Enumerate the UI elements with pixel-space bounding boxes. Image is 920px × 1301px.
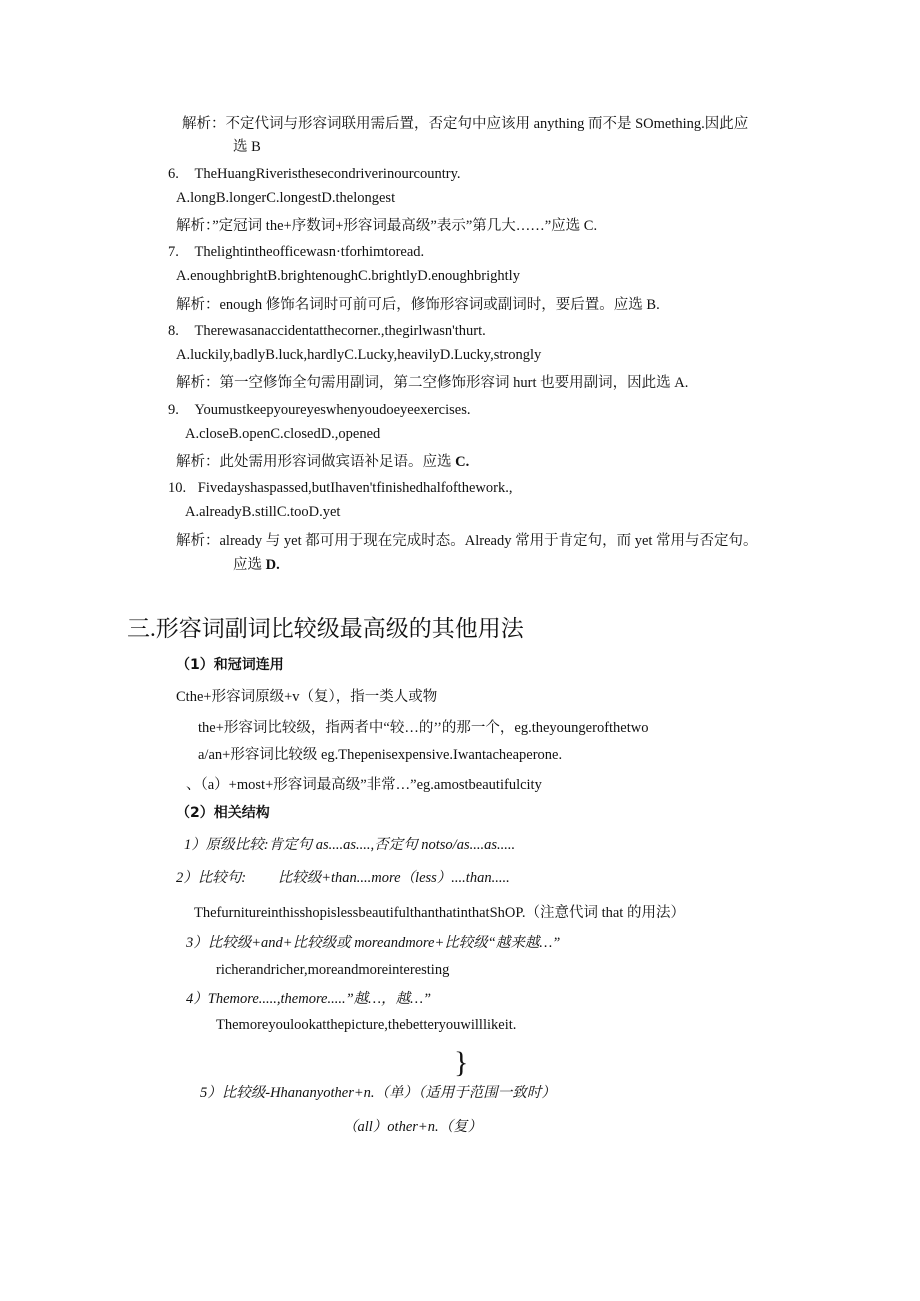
structure-1: 1）原级比较:肯定句 as....as....,否定句 notso/as....as..... (184, 837, 516, 853)
question-10 (168, 478, 512, 498)
options-7: A.enoughbrightB.brightenoughC.brightlyD.enoughbrightly (176, 268, 520, 284)
brace-symbol: } (454, 1046, 469, 1079)
rule-line: 、（a）+most+形容词最高级”非常…”eg.amostbeautifulcity (186, 777, 542, 793)
example-sentence: Themoreyoulookatthepicture,thebetteryouwilllikeit. (216, 1017, 517, 1033)
explanation-10-cont (233, 555, 280, 575)
question-text: Youmustkeepyoureyeswhenyoudoeyeexercises. (194, 402, 471, 418)
answer-letter: C. (455, 454, 470, 470)
explanation-6: 解析：”定冠词 the+序数词+形容词最高级”表示”第几大……”应选 C. (176, 218, 598, 234)
rule-line: the+形容词比较级，指两者中“较…的’’的那一个，eg.theyoungerofthetwo (198, 720, 649, 736)
explanation-text: 解析：不定代词与形容词联用需后置，否定句中应该用 anything 而不是 SOmething.因此应 (182, 116, 749, 132)
structure-2 (176, 868, 510, 888)
options-10: A.alreadyB.stillC.tooD.yet (185, 504, 341, 520)
explanation-text: 选 B (233, 139, 261, 155)
question-7 (168, 242, 424, 262)
explanation-9 (176, 452, 469, 472)
example-sentence: richerandricher,moreandmoreinteresting (216, 962, 450, 978)
question-number: 9. (168, 402, 179, 418)
question-number: 10. (168, 480, 187, 496)
question-6 (168, 164, 461, 184)
explanation-7: 解析：enough 修饰名词时可前可后，修饰形容词或副词时，要后置。应选 B. (176, 297, 660, 313)
explanation-8: 解析：第一空修饰全句需用副词，第二空修饰形容词 hurt 也要用副词，因此选 A. (176, 375, 689, 391)
structure-text: 比较级+than....more（less）....than..... (277, 870, 510, 886)
section-title: 三.形容词副词比较级最高级的其他用法 (127, 616, 524, 641)
structure-label: 2）比较句: (176, 870, 247, 886)
question-number: 6. (168, 166, 179, 182)
question-number: 8. (168, 323, 179, 339)
question-text: Therewasanaccidentatthecorner.,thegirlwasn'thurt. (194, 323, 486, 339)
subsection-title: （2）相关结构 (176, 805, 270, 821)
explanation-10: 解析：already 与 yet 都可用于现在完成时态。Already 常用于肯定句，而 yet 常用与否定句。 (176, 533, 758, 549)
structure-5: 5）比较级-Hhananyother+n.（单）（适用于范围一致时） (200, 1085, 556, 1101)
options-8: A.luckily,badlyB.luck,hardlyC.Lucky,heavilyD.Lucky,strongly (176, 347, 542, 363)
question-text: Fivedayshaspassed,butIhaven'tfinishedhalfofthework., (197, 480, 513, 496)
example-sentence: ThefurnitureinthisshopislessbeautifulthanthatinthatShOP.（注意代词 that 的用法） (194, 905, 685, 921)
question-text: TheHuangRiveristhesecondriverinourcountry. (194, 166, 461, 182)
question-9 (168, 400, 470, 420)
answer-letter: D. (265, 557, 280, 573)
explanation-text: 解析：此处需用形容词做宾语补足语。应选 (176, 454, 452, 470)
rule-line: a/an+形容词比较级 eg.Thepenisexpensive.Iwantacheaperone. (198, 747, 563, 763)
structure-5-alt: （all）other+n.（复） (343, 1119, 483, 1135)
explanation-text: 应选 (233, 557, 262, 573)
question-8 (168, 321, 486, 341)
question-text: Thelightintheofficewasn·tforhimtoread. (194, 244, 425, 260)
structure-3: 3）比较级+and+比较级或 moreandmore+比较级“越来越…” (186, 935, 561, 951)
structure-4: 4）Themore.....,themore.....”越…，越…” (186, 991, 432, 1007)
options-9: A.closeB.openC.closedD.,opened (185, 426, 381, 442)
options-6: A.longB.longerC.longestD.thelongest (176, 190, 396, 206)
subsection-title: （1）和冠词连用 (176, 657, 284, 673)
question-number: 7. (168, 244, 179, 260)
rule-line: Cthe+形容词原级+v（复），指一类人或物 (176, 689, 438, 705)
